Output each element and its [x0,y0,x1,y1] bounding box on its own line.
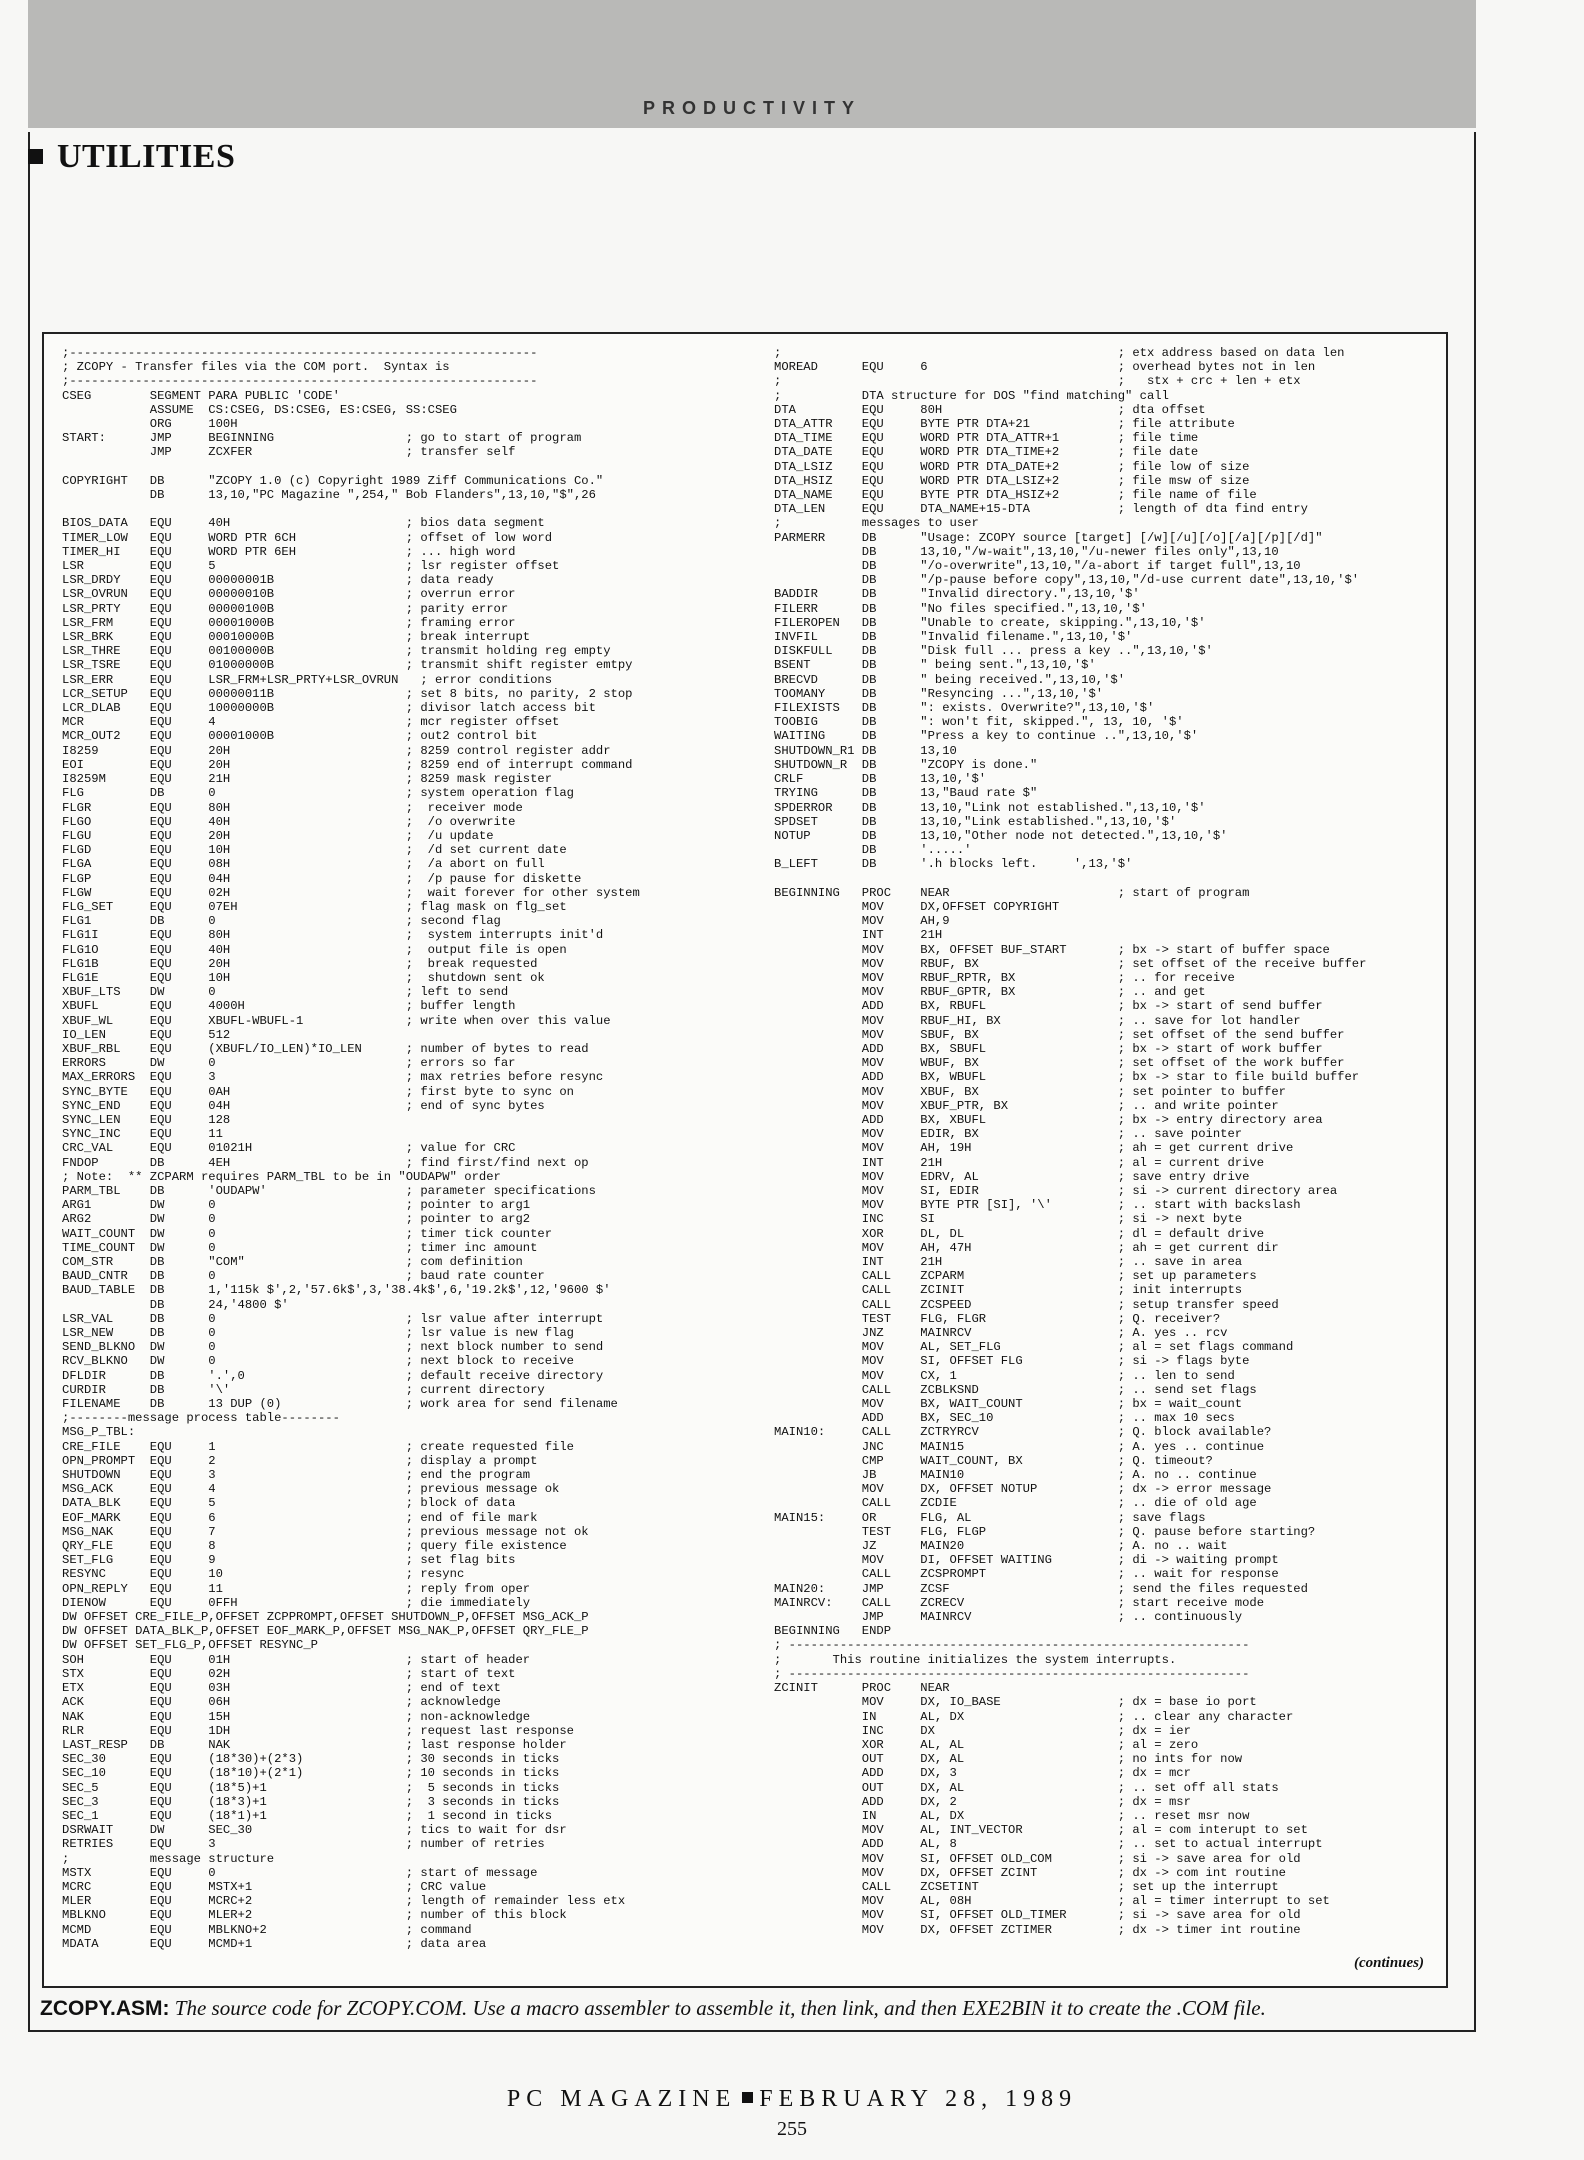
section-title: PRODUCTIVITY [642,98,861,118]
footer-bullet-square-icon [742,2092,753,2103]
bottom-border-rule [28,2030,1476,2032]
code-listing-box [42,332,1448,1988]
department-heading [28,138,235,176]
right-border-rule [1474,132,1476,2030]
page-footer [0,2086,1584,2113]
footer-date: FEBRUARY 28, 1989 [759,2086,1078,2112]
footer-magazine: PC MAGAZINE [506,2086,737,2112]
department-label: UTILITIES [57,138,236,175]
left-border-rule [28,132,30,2030]
bullet-square-icon [28,149,43,164]
header-banner [28,0,1476,128]
caption-label: ZCOPY.ASM: [40,1997,170,2020]
caption-text: The source code for ZCOPY.COM. Use a macro assembler to assemble it, then link, and then EXE2BIN it to create the .COM file. [169,1996,1266,2020]
figure-caption [40,1996,1460,2021]
continues-label: (continues) [1353,1955,1424,1971]
code-listing-right-column: ; ; etx address based on data len MOREAD EQU 6 ; overhead bytes not in len ; ; stx + crc + len + etx ; DTA structure for DOS "find matching" call DTA EQU 80H ; dta offset DTA_ATTR EQU BYTE PTR DTA+21 ; file attribute DTA_TIME EQU WORD PTR DTA_ATTR+1 ; file time DTA_DATE EQU WORD PTR DTA_TIME+2 ; file date DTA_LSIZ EQU WORD PTR DTA_DATE+2 ; file low of size DTA_HSIZ EQU WORD PTR DTA_LSIZ+2 ; file msw of size DTA_NAME EQU BYTE PTR DTA_HSIZ+2 ; file name of file DTA_LEN EQU DTA_NAME+15-DTA ; length of dta find entry ; messages to user PARMERR DB "Usage: ZCOPY source [target] [/w][/u][/o][/a][/p][/d]" DB 13,10,"/w-wait",13,10,"/u-newer files only",13,10 DB "/o-overwrite",13,10,"/a-abort if target full",13,10 DB "/p-pause before copy",13,10,"/d-use current date",13,10,'$' BADDIR DB "Invalid directory.",13,10,'$' FILERR DB "No files specified.",13,10,'$' FILEROPEN DB "Unable to create, skipping.",13,10,'$' INVFIL DB "Invalid filename.",13,10,'$' DISKFULL DB "Disk full ... press a key ..",13,10,'$' BSENT DB " being sent.",13,10,'$' BRECVD DB " being received.",13,10,'$' TOOMANY DB "Resyncing ...",13,10,'$' FILEXISTS DB ": exists. Overwrite?",13,10,'$' TOOBIG DB ": won't fit, skipped.", 13, 10, '$' WAITING DB "Press a key to continue ..",13,10,'$' SHUTDOWN_R1 DB 13,10 SHUTDOWN_R DB "ZCOPY is done." CRLF DB 13,10,'$' TRYING DB 13,"Baud rate $" SPDERROR DB 13,10,"Link not established.",13,10,'$' SPDSET DB 13,10,"Link established.",13,10,'$' NOTUP DB 13,10,"Other node not detected.",13,10,'$' DB '.....' B_LEFT DB '.h blocks left. ',13,'$' BEGINNING PROC NEAR ; start of program MOV DX,OFFSET COPYRIGHT MOV AH,9 INT 21H MOV BX, OFFSET BUF_START ; bx -> start of buffer space MOV RBUF, BX ; set offset of the receive buffer MOV RBUF_RPTR, BX ; .. for receive MOV RBUF_GPTR, BX ; .. and get ADD BX, RBUFL ; bx -> start of send buffer MOV RBUF_HI, BX ; .. save for lot handler MOV SBUF, BX ; set offset of the send buffer ADD BX, SBUFL ; bx -> start of work buffer MOV WBUF, BX ; set offset of the work buffer ADD BX, WBUFL ; bx -> star to file build buffer MOV XBUF, BX ; set pointer to buffer MOV XBUF_PTR, BX ; .. and write pointer ADD BX, XBUFL ; bx -> entry directory area MOV EDIR, BX ; .. save pointer MOV AH, 19H ; ah = get current drive INT 21H ; al = current drive MOV EDRV, AL ; save entry drive MOV SI, EDIR ; si -> current directory area MOV BYTE PTR [SI], '\' ; .. start with backslash INC SI ; si -> next byte XOR DL, DL ; dl = default drive MOV AH, 47H ; ah = get current dir INT 21H ; .. save in area CALL ZCPARM ; set up parameters CALL ZCINIT ; init interrupts CALL ZCSPEED ; setup transfer speed TEST FLG, FLGR ; Q. receiver? JNZ MAINRCV ; A. yes .. rcv MOV AL, SET_FLG ; al = set flags command MOV SI, OFFSET FLG ; si -> flags byte MOV CX, 1 ; .. len to send CALL ZCBLKSND ; .. send set flags MOV BX, WAIT_COUNT ; bx = wait_count ADD BX, SEC_10 ; .. max 10 secs MAIN10: CALL ZCTRYRCV ; Q. block available? JNC MAIN15 ; A. yes .. continue CMP WAIT_COUNT, BX ; Q. timeout? JB MAIN10 ; A. no .. continue MOV DX, OFFSET NOTUP ; dx -> error message CALL ZCDIE ; .. die of old age MAIN15: OR FLG, AL ; save flags TEST FLG, FLGP ; Q. pause before starting? JZ MAIN20 ; A. no .. wait MOV DI, OFFSET WAITING ; di -> waiting prompt CALL ZCSPROMPT ; .. wait for response MAIN20: JMP ZCSF ; send the files requested MAINRCV: CALL ZCRECV ; start receive mode JMP MAINRCV ; .. continuously BEGINNING ENDP ; --------------------------------------------------------------- ; This routine initializes the system interrupts. ; --------------------------------------------------------------- ZCINIT PROC NEAR MOV DX, IO_BASE ; dx = base io port IN AL, DX ; .. clear any character INC DX ; dx = ier XOR AL, AL ; al = zero OUT DX, AL ; no ints for now ADD DX, 3 ; dx = mcr OUT DX, AL ; .. set off all stats ADD DX, 2 ; dx = msr IN AL, DX ; .. reset msr now MOV AL, INT_VECTOR ; al = com interupt to set ADD AL, 8 ; .. set to actual interrupt MOV SI, OFFSET OLD_COM ; si -> save area for old MOV DX, OFFSET ZCINT ; dx -> com int routine CALL ZCSETINT ; set up the interrupt MOV AL, 08H ; al = timer interrupt to set MOV SI, OFFSET OLD_TIMER ; si -> save area for old MOV DX, OFFSET ZCTIMER ; dx -> timer int routine [774,346,1367,1937]
code-listing-left-column: ;---------------------------------------------------------------- ; ZCOPY - Transfer files via the COM port. Syntax is ;---------------------------------------------------------------- CSEG SEGMENT PARA PUBLIC 'CODE' ASSUME CS:CSEG, DS:CSEG, ES:CSEG, SS:CSEG ORG 100H START: JMP BEGINNING ; go to start of program JMP ZCXFER ; transfer self COPYRIGHT DB "ZCOPY 1.0 (c) Copyright 1989 Ziff Communications Co." DB 13,10,"PC Magazine ",254," Bob Flanders",13,10,"$",26 BIOS_DATA EQU 40H ; bios data segment TIMER_LOW EQU WORD PTR 6CH ; offset of low word TIMER_HI EQU WORD PTR 6EH ; ... high word LSR EQU 5 ; lsr register offset LSR_DRDY EQU 00000001B ; data ready LSR_OVRUN EQU 00000010B ; overrun error LSR_PRTY EQU 00000100B ; parity error LSR_FRM EQU 00001000B ; framing error LSR_BRK EQU 00010000B ; break interrupt LSR_THRE EQU 00100000B ; transmit holding reg empty LSR_TSRE EQU 01000000B ; transmit shift register emtpy LSR_ERR EQU LSR_FRM+LSR_PRTY+LSR_OVRUN ; error conditions LCR_SETUP EQU 00000011B ; set 8 bits, no parity, 2 stop LCR_DLAB EQU 10000000B ; divisor latch access bit MCR EQU 4 ; mcr register offset MCR_OUT2 EQU 00001000B ; out2 control bit I8259 EQU 20H ; 8259 control register addr EOI EQU 20H ; 8259 end of interrupt command I8259M EQU 21H ; 8259 mask register FLG DB 0 ; system operation flag FLGR EQU 80H ; receiver mode FLGO EQU 40H ; /o overwrite FLGU EQU 20H ; /u update FLGD EQU 10H ; /d set current date FLGA EQU 08H ; /a abort on full FLGP EQU 04H ; /p pause for diskette FLGW EQU 02H ; wait forever for other system FLG_SET EQU 07EH ; flag mask on flg_set FLG1 DB 0 ; second flag FLG1I EQU 80H ; system interrupts init'd FLG1O EQU 40H ; output file is open FLG1B EQU 20H ; break requested FLG1E EQU 10H ; shutdown sent ok XBUF_LTS DW 0 ; left to send XBUFL EQU 4000H ; buffer length XBUF_WL EQU XBUFL-WBUFL-1 ; write when over this value IO_LEN EQU 512 XBUF_RBL EQU (XBUFL/IO_LEN)*IO_LEN ; number of bytes to read ERRORS DW 0 ; errors so far MAX_ERRORS EQU 3 ; max retries before resync SYNC_BYTE EQU 0AH ; first byte to sync on SYNC_END EQU 04H ; end of sync bytes SYNC_LEN EQU 128 SYNC_INC EQU 11 CRC_VAL EQU 01021H ; value for CRC FNDOP DB 4EH ; find first/find next op ; Note: ** ZCPARM requires PARM_TBL to be in "OUDAPW" order PARM_TBL DB 'OUDAPW' ; parameter specifications ARG1 DW 0 ; pointer to arg1 ARG2 DW 0 ; pointer to arg2 WAIT_COUNT DW 0 ; timer tick counter TIME_COUNT DW 0 ; timer inc amount COM_STR DB "COM" ; com definition BAUD_CNTR DB 0 ; baud rate counter BAUD_TABLE DB 1,'115k $',2,'57.6k$',3,'38.4k$',6,'19.2k$',12,'9600 $' DB 24,'4800 $' LSR_VAL DB 0 ; lsr value after interrupt LSR_NEW DB 0 ; lsr value is new flag SEND_BLKNO DW 0 ; next block number to send RCV_BLKNO DW 0 ; next block to receive DFLDIR DB '.',0 ; default receive directory CURDIR DB '\' ; current directory FILENAME DB 13 DUP (0) ; work area for send filename ;--------message process table-------- MSG_P_TBL: CRE_FILE EQU 1 ; create requested file OPN_PROMPT EQU 2 ; display a prompt SHUTDOWN EQU 3 ; end the program MSG_ACK EQU 4 ; previous message ok DATA_BLK EQU 5 ; block of data EOF_MARK EQU 6 ; end of file mark MSG_NAK EQU 7 ; previous message not ok QRY_FLE EQU 8 ; query file existence SET_FLG EQU 9 ; set flag bits RESYNC EQU 10 ; resync OPN_REPLY EQU 11 ; reply from oper DIENOW EQU 0FFH ; die immediately DW OFFSET CRE_FILE_P,OFFSET ZCPPROMPT,OFFSET SHUTDOWN_P,OFFSET MSG_ACK_P DW OFFSET DATA_BLK_P,OFFSET EOF_MARK_P,OFFSET MSG_NAK_P,OFFSET QRY_FLE_P DW OFFSET SET_FLG_P,OFFSET RESYNC_P SOH EQU 01H ; start of header STX EQU 02H ; start of text ETX EQU 03H ; end of text ACK EQU 06H ; acknowledge NAK EQU 15H ; non-acknowledge RLR EQU 1DH ; request last response LAST_RESP DB NAK ; last response holder SEC_30 EQU (18*30)+(2*3) ; 30 seconds in ticks SEC_10 EQU (18*10)+(2*1) ; 10 seconds in ticks SEC_5 EQU (18*5)+1 ; 5 seconds in ticks SEC_3 EQU (18*3)+1 ; 3 seconds in ticks SEC_1 EQU (18*1)+1 ; 1 second in ticks DSRWAIT DW SEC_30 ; tics to wait for dsr RETRIES EQU 3 ; number of retries ; message structure MSTX EQU 0 ; start of message MCRC EQU MSTX+1 ; CRC value MLER EQU MCRC+2 ; length of remainder less etx MBLKNO EQU MLER+2 ; number of this block MCMD EQU MBLKNO+2 ; command MDATA EQU MCMD+1 ; data area [62,346,640,1951]
page-number: 255 [777,2118,807,2140]
